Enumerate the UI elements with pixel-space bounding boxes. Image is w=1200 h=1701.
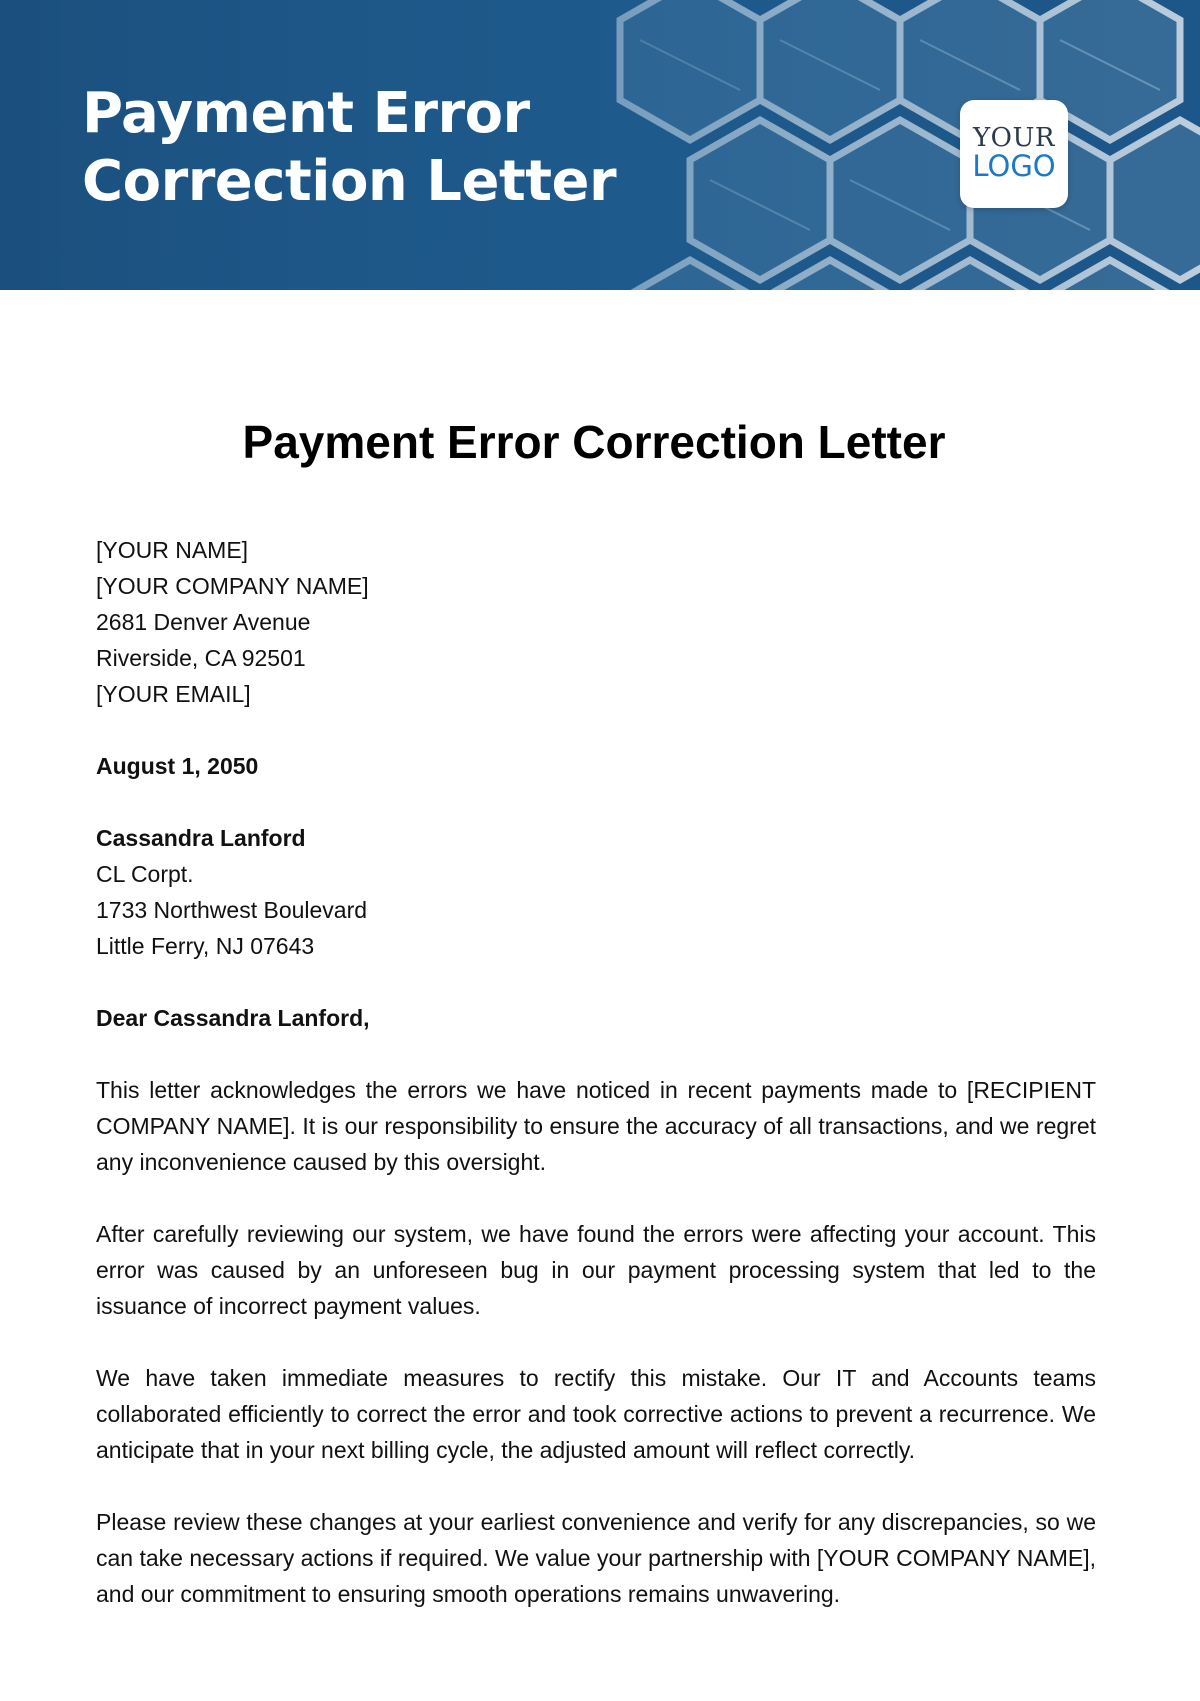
- letter-date: August 1, 2050: [96, 753, 259, 779]
- body-paragraph-1: This letter acknowledges the errors we have noticed in recent payments made to [RECIPIENT COMPANY NAME]. It is our responsibility to ensure the accuracy of all transactions, and we regret any inconvenience caused by this oversight.: [96, 1077, 1096, 1175]
- body-paragraph-3: We have taken immediate measures to rectify this mistake. Our IT and Accounts teams collaborated efficiently to correct the error and took corrective actions to prevent a recurrence. We anticipate that in your next billing cycle, the adjusted amount will reflect correctly.: [96, 1365, 1096, 1463]
- header-banner: [0, 0, 1200, 290]
- sender-company: [YOUR COMPANY NAME]: [96, 573, 369, 599]
- recipient-city: Little Ferry, NJ 07643: [96, 933, 315, 959]
- sender-email: [YOUR EMAIL]: [96, 681, 251, 707]
- sender-street: 2681 Denver Avenue: [96, 609, 311, 635]
- document-title: Payment Error Correction Letter: [242, 416, 946, 468]
- banner-title-line-2: Correction Letter: [82, 149, 617, 214]
- salutation: Dear Cassandra Lanford,: [96, 1005, 370, 1031]
- letter-body: [96, 532, 1096, 1648]
- banner-title: [82, 80, 616, 216]
- sender-name: [YOUR NAME]: [96, 537, 249, 563]
- recipient-street: 1733 Northwest Boulevard: [96, 897, 368, 923]
- body-paragraph-4: Please review these changes at your earliest convenience and verify for any discrepancies, so we can take necessary actions if required. We value your partnership with [YOUR COMPANY NAME], and our commitment to ensuring smooth operations remains unwavering.: [96, 1509, 1096, 1607]
- sender-city: Riverside, CA 92501: [96, 645, 306, 671]
- company-logo: [960, 100, 1068, 208]
- recipient-name: Cassandra Lanford: [96, 825, 306, 851]
- logo-text-your: YOUR: [973, 123, 1055, 153]
- sender-address-block: [96, 532, 1096, 712]
- body-paragraph-2: After carefully reviewing our system, we have found the errors were affecting your account. This error was caused by an unforeseen bug in our payment processing system that led to the issuance of incorrect payment values.: [96, 1221, 1096, 1319]
- banner-title-line-1: Payment Error: [82, 81, 530, 146]
- recipient-address-block: [96, 820, 1096, 964]
- logo-text-logo: LOGO: [972, 149, 1056, 183]
- recipient-company: CL Corpt.: [96, 861, 194, 887]
